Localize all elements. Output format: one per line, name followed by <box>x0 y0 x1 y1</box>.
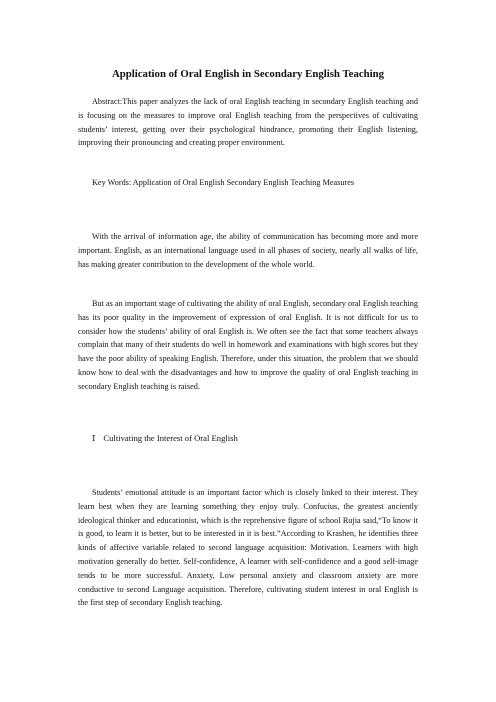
section-heading-text: Cultivating the Interest of Oral English <box>103 433 238 443</box>
section-heading <box>92 432 238 444</box>
section-paragraph: Students’ emotional attitude is an important factor which is closely linked to their interest. They learn best when they are learning something they enjoy truly. Confucius, the greatest anciently ideological thinker and educationist, which is the reprehensive figure of school Rujia said,“To know it is good, to learn it is better, but to be interested in it is best.”According to Krashen, he identifies three kinds of affective variable related to second language acquisition: Motivation. Learners with high motivation generally do better. Self-confidence, A learner with self-confidence and a good self-image tends to be more successful. Anxiety, Low personal anxiety and classroom anxiety are more conductive to second Language acquisition. Therefore, cultivating student interest in oral English is the first step of secondary English teaching. <box>78 488 418 608</box>
document-title: Application of Oral English in Secondary English Teaching <box>111 68 385 80</box>
body-paragraph-2: But as an important stage of cultivating the ability of oral English, secondary oral English teaching has its poor quality in the improvement of expression of oral English. It is not difficult for us to consider how the students’ ability of oral English is. We often see the fact that some teachers always complain that many of their students do well in homework and examinations with high scores but they have the poor ability of speaking English. Therefore, under this situation, the problem that we should know how to deal with the disadvantages and how to improve the quality of oral English teaching in secondary English teaching is raised. <box>78 299 418 391</box>
section-numeral: Ⅰ <box>92 433 96 443</box>
body-paragraph-1: With the arrival of information age, the ability of communication has becoming more and more important. English, as an international language used in all phases of society, nearly all walks of life, has making greater contribution to the development of the whole world. <box>78 232 418 269</box>
abstract-paragraph: Abstract:This paper analyzes the lack of oral English teaching in secondary English teaching and is focusing on the measures to improve oral English teaching from the perspectives of cultivating students’ interest, getting over their psychological hindrance, promoting their English listening, improving their pronouncing and creating proper environment. <box>78 97 418 148</box>
keywords-paragraph: Key Words: Application of Oral English Secondary English Teaching Measures <box>92 178 355 187</box>
